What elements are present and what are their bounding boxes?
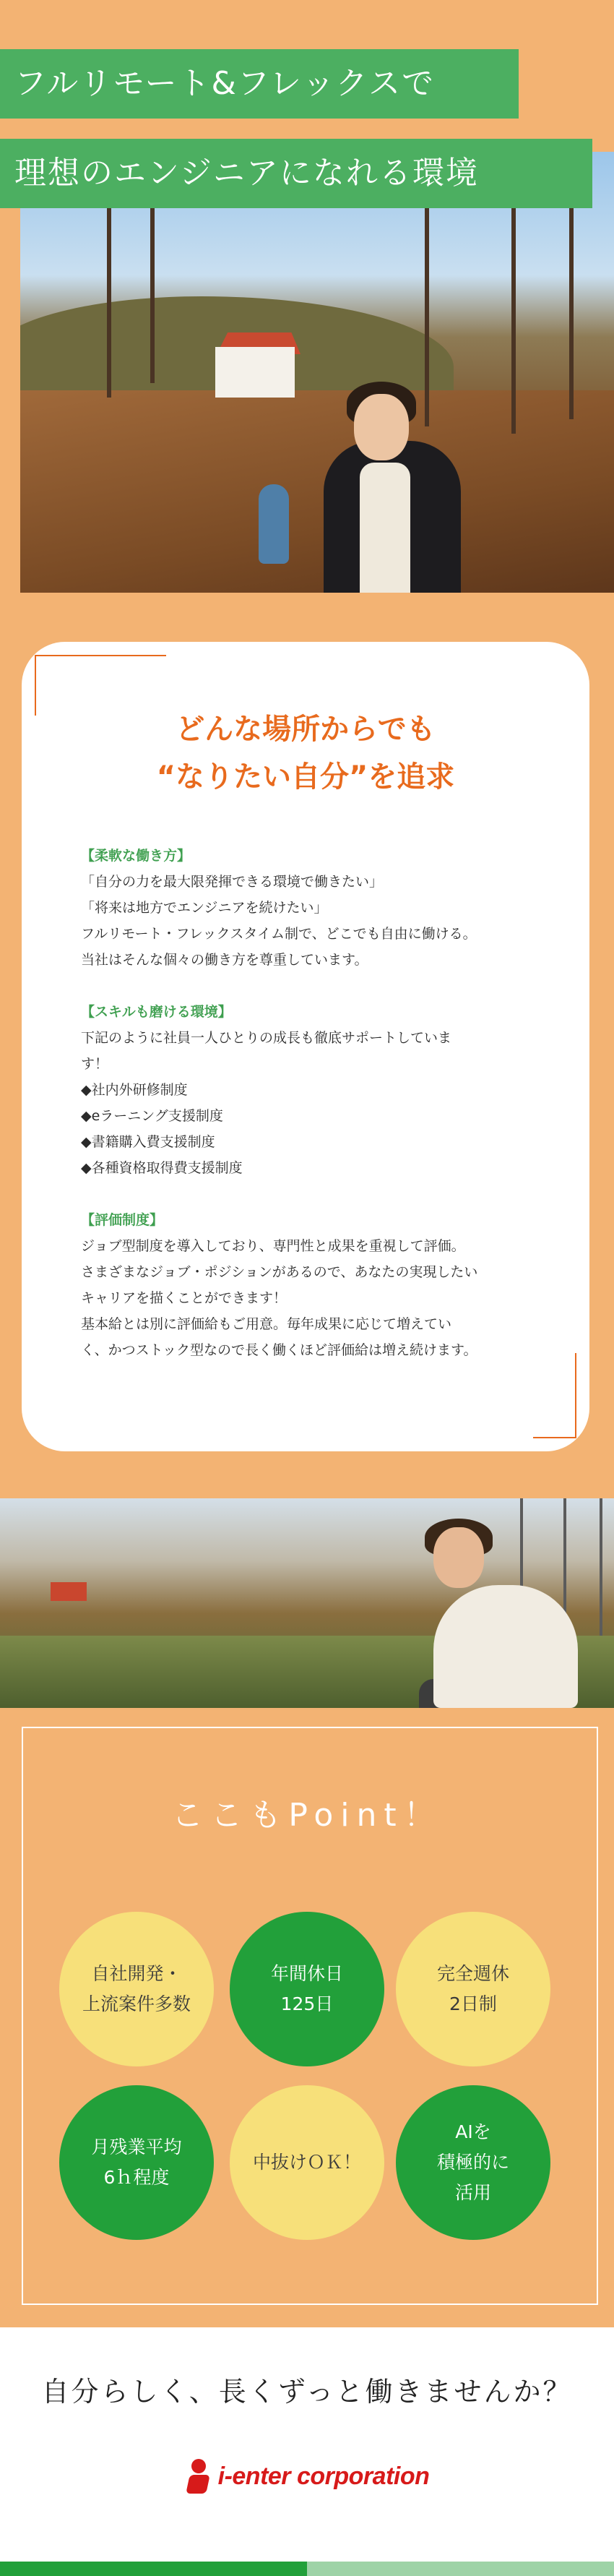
point-break-ok: 中抜けＯＫ！: [230, 2085, 384, 2240]
hero-section: [0, 0, 614, 636]
point-ai-usage: AIを 積極的に 活用: [396, 2085, 550, 2240]
points-section: [0, 1708, 614, 2327]
hero-photo: [20, 152, 614, 593]
section-line: ◆書籍購入費支援制度: [81, 1134, 215, 1150]
message-card: [22, 642, 589, 1451]
card-heading-line-2: “なりたい自分”を追求: [156, 760, 455, 794]
logo-mark-icon: [185, 2459, 212, 2494]
section-title: 【スキルも磨ける環境】: [81, 1004, 232, 1020]
footer: [0, 2327, 614, 2576]
section-line: キャリアを描くことができます！: [81, 1290, 287, 1306]
section-line: ◆各種資格取得費支援制度: [81, 1160, 243, 1176]
section-line: す！: [81, 1056, 109, 1072]
section-line: さまざまなジョブ・ポジションがあるので、あなたの実現したい: [81, 1264, 478, 1280]
field-photo: [0, 1498, 614, 1708]
section-line: く、かつストック型なので長く働くほど評価給は増え続けます。: [81, 1342, 477, 1358]
point-in-house-development: 自社開発・ 上流案件多数: [59, 1912, 214, 2066]
card-heading-line-1: どんな場所からでも: [176, 713, 436, 746]
footer-tagline: 自分らしく、長くずっと働きませんか？: [41, 2376, 573, 2408]
card-corner-decoration: [533, 1353, 576, 1438]
card-body: [81, 843, 543, 1363]
section-line: 下記のように社員一人ひとりの成長も徹底サポートしていま: [81, 1030, 452, 1046]
point-annual-holidays: 年間休日 125日: [230, 1912, 384, 2066]
point-average-overtime: 月残業平均 6ｈ程度: [59, 2085, 214, 2240]
section-title: 【柔軟な働き方】: [81, 848, 191, 864]
section-line: 「将来は地方でエンジニアを続けたい」: [81, 900, 328, 916]
point-two-day-weekends: 完全週休 2日制: [396, 1912, 550, 2066]
section-title: 【評価制度】: [81, 1212, 164, 1228]
section-flexible-work: [81, 843, 543, 973]
hero-title-line-1: フルリモート&フレックスで: [0, 49, 519, 119]
section-skill-environment: [81, 999, 543, 1181]
section-evaluation: [81, 1207, 543, 1363]
points-title: ここもPoint！: [171, 1797, 443, 1834]
section-line: 当社はそんな個々の働き方を尊重しています。: [81, 952, 368, 968]
section-line: 基本給とは別に評価給もご用意。毎年成果に応じて増えてい: [81, 1316, 452, 1332]
card-heading: [22, 705, 589, 801]
logo-text: i-enter corporation: [217, 2462, 430, 2490]
footer-bar: [0, 2562, 614, 2576]
company-logo[interactable]: [0, 2456, 614, 2496]
section-line: ◆社内外研修制度: [81, 1082, 188, 1098]
hero-title-line-2: 理想のエンジニアになれる環境: [0, 139, 592, 208]
section-line: 「自分の力を最大限発揮できる環境で働きたい」: [81, 874, 384, 890]
section-line: ◆eラーニング支援制度: [81, 1108, 223, 1124]
section-line: ジョブ型制度を導入しており、専門性と成果を重視して評価。: [81, 1238, 465, 1254]
section-line: フルリモート・フレックスタイム制で、どこでも自由に働ける。: [81, 926, 477, 942]
